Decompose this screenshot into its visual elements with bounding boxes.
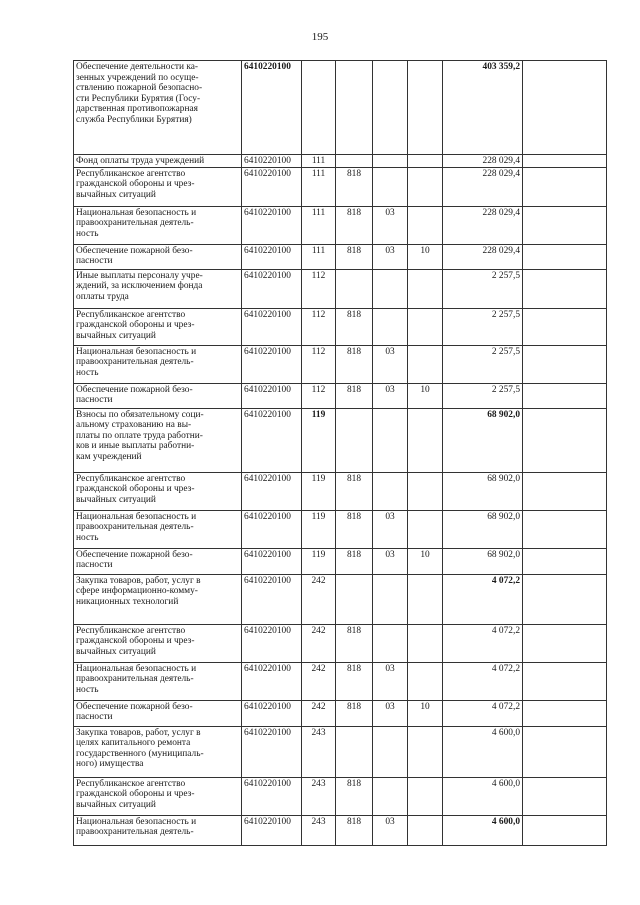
- administrator-cell: 818: [336, 472, 373, 510]
- row-name-cell: Обеспечение пожарной безо- пасности: [74, 244, 242, 269]
- section-cell: 03: [373, 206, 408, 244]
- expense-type-cell: 112: [302, 308, 336, 345]
- section-cell: 03: [373, 662, 408, 700]
- administrator-cell: 818: [336, 345, 373, 383]
- administrator-cell: 818: [336, 548, 373, 574]
- amount-cell: 228 029,4: [443, 206, 523, 244]
- amount-cell: 4 600,0: [443, 726, 523, 777]
- table-row: [74, 700, 607, 726]
- amount-cell: 2 257,5: [443, 383, 523, 408]
- amount-cell: 228 029,4: [443, 244, 523, 269]
- amount-cell: 2 257,5: [443, 345, 523, 383]
- table-row: [74, 408, 607, 472]
- empty-cell: [523, 662, 607, 700]
- empty-cell: [523, 345, 607, 383]
- target-article-cell: 6410220100: [242, 155, 302, 168]
- subsection-cell: 10: [408, 383, 443, 408]
- subsection-cell: 10: [408, 700, 443, 726]
- subsection-cell: [408, 815, 443, 845]
- expense-type-cell: 119: [302, 548, 336, 574]
- subsection-cell: [408, 206, 443, 244]
- amount-cell: 228 029,4: [443, 155, 523, 168]
- subsection-cell: [408, 777, 443, 815]
- section-cell: [373, 777, 408, 815]
- table-row: [74, 61, 607, 155]
- empty-cell: [523, 206, 607, 244]
- table-row: [74, 510, 607, 548]
- table-row: [74, 345, 607, 383]
- administrator-cell: 818: [336, 206, 373, 244]
- target-article-cell: 6410220100: [242, 206, 302, 244]
- target-article-cell: 6410220100: [242, 574, 302, 624]
- empty-cell: [523, 510, 607, 548]
- section-cell: 03: [373, 510, 408, 548]
- target-article-cell: 6410220100: [242, 408, 302, 472]
- section-cell: 03: [373, 548, 408, 574]
- amount-cell: 68 902,0: [443, 548, 523, 574]
- amount-cell: 2 257,5: [443, 269, 523, 308]
- table-row: [74, 548, 607, 574]
- row-name-cell: Республиканское агентство гражданской обороны и чрез- вычайных ситуаций: [74, 472, 242, 510]
- table-row: [74, 206, 607, 244]
- empty-cell: [523, 167, 607, 206]
- target-article-cell: 6410220100: [242, 472, 302, 510]
- administrator-cell: 818: [336, 777, 373, 815]
- table-row: [74, 167, 607, 206]
- amount-cell: 4 072,2: [443, 700, 523, 726]
- empty-cell: [523, 700, 607, 726]
- subsection-cell: [408, 155, 443, 168]
- table-row: [74, 472, 607, 510]
- row-name-cell: Обеспечение пожарной безо- пасности: [74, 700, 242, 726]
- table-row: [74, 726, 607, 777]
- administrator-cell: [336, 726, 373, 777]
- expense-type-cell: 112: [302, 383, 336, 408]
- section-cell: [373, 726, 408, 777]
- expense-type-cell: 119: [302, 408, 336, 472]
- expense-type-cell: 111: [302, 155, 336, 168]
- target-article-cell: 6410220100: [242, 308, 302, 345]
- amount-cell: 228 029,4: [443, 167, 523, 206]
- table-row: [74, 574, 607, 624]
- target-article-cell: 6410220100: [242, 167, 302, 206]
- target-article-cell: 6410220100: [242, 244, 302, 269]
- amount-cell: 68 902,0: [443, 472, 523, 510]
- subsection-cell: [408, 662, 443, 700]
- expense-type-cell: [302, 61, 336, 155]
- amount-cell: 68 902,0: [443, 510, 523, 548]
- table-row: [74, 624, 607, 662]
- empty-cell: [523, 726, 607, 777]
- row-name-cell: Республиканское агентство гражданской обороны и чрез- вычайных ситуаций: [74, 777, 242, 815]
- empty-cell: [523, 408, 607, 472]
- table-row: [74, 155, 607, 168]
- row-name-cell: Обеспечение деятельности ка- зенных учреждений по осуще- ствлению пожарной безопасно- сти Республики Бурятия (Госу- дарственная противопожарная служба Республики Бурятия): [74, 61, 242, 155]
- budget-table: [73, 60, 607, 846]
- table-row: [74, 308, 607, 345]
- amount-cell: 68 902,0: [443, 408, 523, 472]
- empty-cell: [523, 383, 607, 408]
- administrator-cell: [336, 61, 373, 155]
- target-article-cell: 6410220100: [242, 61, 302, 155]
- section-cell: 03: [373, 815, 408, 845]
- section-cell: [373, 61, 408, 155]
- target-article-cell: 6410220100: [242, 815, 302, 845]
- section-cell: [373, 408, 408, 472]
- expense-type-cell: 243: [302, 726, 336, 777]
- empty-cell: [523, 777, 607, 815]
- table-row: [74, 815, 607, 845]
- table-row: [74, 383, 607, 408]
- expense-type-cell: 119: [302, 510, 336, 548]
- target-article-cell: 6410220100: [242, 777, 302, 815]
- target-article-cell: 6410220100: [242, 345, 302, 383]
- target-article-cell: 6410220100: [242, 548, 302, 574]
- empty-cell: [523, 308, 607, 345]
- table-row: [74, 269, 607, 308]
- expense-type-cell: 112: [302, 269, 336, 308]
- row-name-cell: Национальная безопасность и правоохранительная деятель-: [74, 815, 242, 845]
- section-cell: [373, 269, 408, 308]
- administrator-cell: 818: [336, 383, 373, 408]
- empty-cell: [523, 269, 607, 308]
- empty-cell: [523, 624, 607, 662]
- expense-type-cell: 242: [302, 662, 336, 700]
- table-row: [74, 777, 607, 815]
- amount-cell: 4 072,2: [443, 662, 523, 700]
- administrator-cell: 818: [336, 167, 373, 206]
- row-name-cell: Иные выплаты персоналу учре- ждений, за исключением фонда оплаты труда: [74, 269, 242, 308]
- administrator-cell: [336, 155, 373, 168]
- subsection-cell: [408, 472, 443, 510]
- administrator-cell: 818: [336, 308, 373, 345]
- expense-type-cell: 242: [302, 574, 336, 624]
- row-name-cell: Национальная безопасность и правоохранительная деятель- ность: [74, 206, 242, 244]
- administrator-cell: [336, 408, 373, 472]
- subsection-cell: [408, 726, 443, 777]
- table-row: [74, 662, 607, 700]
- row-name-cell: Национальная безопасность и правоохранительная деятель- ность: [74, 510, 242, 548]
- subsection-cell: [408, 510, 443, 548]
- subsection-cell: 10: [408, 548, 443, 574]
- amount-cell: 4 600,0: [443, 815, 523, 845]
- expense-type-cell: 119: [302, 472, 336, 510]
- target-article-cell: 6410220100: [242, 269, 302, 308]
- row-name-cell: Обеспечение пожарной безо- пасности: [74, 383, 242, 408]
- table-body: [74, 61, 607, 846]
- section-cell: [373, 155, 408, 168]
- empty-cell: [523, 472, 607, 510]
- section-cell: 03: [373, 700, 408, 726]
- amount-cell: 4 072,2: [443, 624, 523, 662]
- subsection-cell: [408, 167, 443, 206]
- amount-cell: 403 359,2: [443, 61, 523, 155]
- subsection-cell: [408, 61, 443, 155]
- administrator-cell: 818: [336, 624, 373, 662]
- section-cell: [373, 308, 408, 345]
- amount-cell: 4 072,2: [443, 574, 523, 624]
- empty-cell: [523, 61, 607, 155]
- row-name-cell: Национальная безопасность и правоохранительная деятель- ность: [74, 345, 242, 383]
- section-cell: [373, 167, 408, 206]
- subsection-cell: [408, 308, 443, 345]
- row-name-cell: Закупка товаров, работ, услуг в сфере информационно-комму- никационных технологий: [74, 574, 242, 624]
- row-name-cell: Фонд оплаты труда учреждений: [74, 155, 242, 168]
- subsection-cell: [408, 574, 443, 624]
- empty-cell: [523, 155, 607, 168]
- row-name-cell: Национальная безопасность и правоохранительная деятель- ность: [74, 662, 242, 700]
- row-name-cell: Закупка товаров, работ, услуг в целях капитального ремонта государственного (муниципаль- ного) имущества: [74, 726, 242, 777]
- subsection-cell: 10: [408, 244, 443, 269]
- administrator-cell: 818: [336, 510, 373, 548]
- row-name-cell: Республиканское агентство гражданской обороны и чрез- вычайных ситуаций: [74, 624, 242, 662]
- target-article-cell: 6410220100: [242, 624, 302, 662]
- subsection-cell: [408, 345, 443, 383]
- subsection-cell: [408, 408, 443, 472]
- section-cell: [373, 574, 408, 624]
- expense-type-cell: 111: [302, 244, 336, 269]
- empty-cell: [523, 244, 607, 269]
- subsection-cell: [408, 624, 443, 662]
- administrator-cell: [336, 574, 373, 624]
- expense-type-cell: 243: [302, 815, 336, 845]
- section-cell: [373, 472, 408, 510]
- empty-cell: [523, 548, 607, 574]
- expense-type-cell: 242: [302, 624, 336, 662]
- target-article-cell: 6410220100: [242, 662, 302, 700]
- administrator-cell: 818: [336, 700, 373, 726]
- target-article-cell: 6410220100: [242, 700, 302, 726]
- row-name-cell: Обеспечение пожарной безо- пасности: [74, 548, 242, 574]
- page-number: 195: [311, 31, 329, 43]
- expense-type-cell: 242: [302, 700, 336, 726]
- expense-type-cell: 111: [302, 206, 336, 244]
- amount-cell: 2 257,5: [443, 308, 523, 345]
- target-article-cell: 6410220100: [242, 726, 302, 777]
- expense-type-cell: 111: [302, 167, 336, 206]
- subsection-cell: [408, 269, 443, 308]
- administrator-cell: [336, 269, 373, 308]
- administrator-cell: 818: [336, 244, 373, 269]
- section-cell: 03: [373, 383, 408, 408]
- row-name-cell: Республиканское агентство гражданской обороны и чрез- вычайных ситуаций: [74, 308, 242, 345]
- section-cell: [373, 624, 408, 662]
- section-cell: 03: [373, 345, 408, 383]
- target-article-cell: 6410220100: [242, 510, 302, 548]
- target-article-cell: 6410220100: [242, 383, 302, 408]
- table-row: [74, 244, 607, 269]
- expense-type-cell: 243: [302, 777, 336, 815]
- administrator-cell: 818: [336, 815, 373, 845]
- row-name-cell: Республиканское агентство гражданской обороны и чрез- вычайных ситуаций: [74, 167, 242, 206]
- amount-cell: 4 600,0: [443, 777, 523, 815]
- section-cell: 03: [373, 244, 408, 269]
- empty-cell: [523, 574, 607, 624]
- administrator-cell: 818: [336, 662, 373, 700]
- expense-type-cell: 112: [302, 345, 336, 383]
- empty-cell: [523, 815, 607, 845]
- row-name-cell: Взносы по обязательному соци- альному страхованию на вы- платы по оплате труда работни- ков и иные выплаты работни- кам учреждений: [74, 408, 242, 472]
